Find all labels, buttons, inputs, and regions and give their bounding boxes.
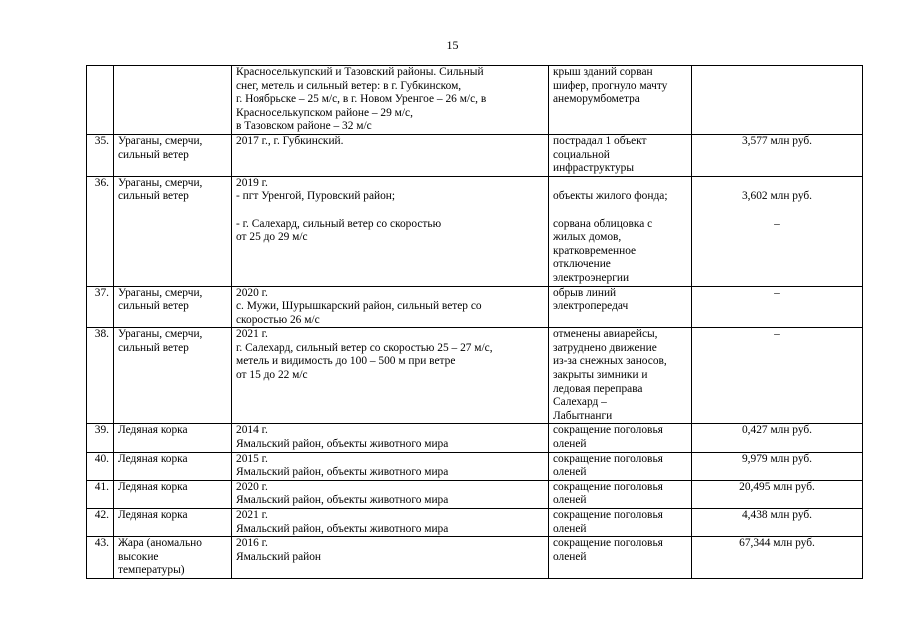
consequences-cell (549, 452, 692, 480)
row-number-cell: 35. (87, 134, 114, 176)
text-line: кратковременное (553, 244, 637, 257)
text-line: сильный ветер (118, 300, 189, 313)
text-line: крыш зданий сорван (553, 66, 653, 78)
text-line: Ямальский район, объекты животного мира (236, 522, 449, 535)
text-line: 2014 г. (236, 424, 268, 437)
text-line: с. Мужи, Шурышкарский район, сильный ветер со (236, 300, 482, 313)
text-line: 2020 г. (236, 480, 268, 493)
text-line: Ледяная корка (118, 452, 188, 465)
hazard-type-cell (114, 286, 232, 328)
text-line: закрыты зимники и (553, 369, 648, 382)
text-line: из-за снежных заносов, (553, 355, 667, 368)
damage-cell (692, 176, 863, 286)
text-line: сокращение поголовья (553, 509, 663, 521)
table-row (87, 134, 863, 176)
text-line: Ледяная корка (118, 480, 188, 493)
row-number-cell: 38. (87, 328, 114, 424)
row-number-cell: 40. (87, 452, 114, 480)
event-description-cell (232, 328, 549, 424)
text-line: Салехард – (553, 396, 607, 409)
text-line: Жара (аномально (118, 537, 202, 550)
text-line: 0,427 млн руб. (741, 424, 813, 437)
hazard-type-cell (114, 66, 232, 135)
table-row (87, 176, 863, 286)
consequences-cell (549, 66, 692, 135)
consequences-cell (549, 537, 692, 579)
text-line: шифер, прогнуло мачту (553, 79, 668, 92)
text-line: от 15 до 22 м/с (236, 369, 308, 382)
event-description-cell (232, 134, 549, 176)
text-line: оленей (553, 438, 587, 451)
text-line: 2019 г. (236, 176, 268, 189)
page-number: 15 (446, 38, 459, 52)
row-number-cell: 36. (87, 176, 114, 286)
text-line: 4,438 млн руб. (741, 509, 813, 521)
text-line: Красноселькупском районе – 29 м/с, (236, 106, 413, 119)
text-line: г. Ноябрьске – 25 м/с, в г. Новом Уренгое – 26 м/с, в (236, 93, 487, 106)
event-description-cell (232, 480, 549, 508)
blank-line (696, 204, 858, 218)
text-line: снег, метель и сильный ветер: в г. Губкинском, (236, 79, 462, 92)
damage-cell (692, 480, 863, 508)
text-line: Ледяная корка (118, 424, 188, 437)
table-row (87, 480, 863, 508)
blank-line (553, 177, 687, 191)
hazard-type-cell (114, 176, 232, 286)
text-line: инфраструктуры (553, 162, 634, 175)
text-line: 3,602 млн руб. (741, 190, 813, 203)
table-row (87, 424, 863, 452)
hazard-type-cell (114, 328, 232, 424)
text-line: сильный ветер (118, 190, 189, 203)
text-line: Ураганы, смерчи, (118, 286, 203, 299)
text-line: сильный ветер (118, 148, 189, 161)
text-line: высокие (118, 550, 159, 563)
event-description-cell (232, 66, 549, 135)
text-line: 2020 г. (236, 286, 268, 299)
text-line: Красноселькупский и Тазовский районы. Сильный (236, 66, 484, 78)
damage-cell (692, 537, 863, 579)
text-line: сорвана облицовка с (553, 217, 653, 230)
text-line: г. Салехард, сильный ветер со скоростью 25 – 27 м/с, (236, 341, 493, 354)
text-line: отключение (553, 258, 611, 271)
text-line: обрыв линий (553, 286, 617, 299)
text-line: анеморумбометра (553, 93, 640, 106)
text-line: Ураганы, смерчи, (118, 176, 203, 189)
text-line: сокращение поголовья (553, 452, 663, 465)
table-row (87, 452, 863, 480)
text-line: скоростью 26 м/с (236, 313, 320, 326)
text-line: Ямальский район (236, 550, 322, 563)
hazard-type-cell (114, 509, 232, 537)
damage-cell (692, 452, 863, 480)
text-line: Ураганы, смерчи, (118, 134, 203, 147)
blank-line (696, 177, 858, 191)
damage-cell (692, 66, 863, 135)
text-line: объекты жилого фонда; (553, 190, 668, 203)
text-line: – (774, 217, 780, 230)
row-number-cell: 43. (87, 537, 114, 579)
text-line: электроэнергии (553, 271, 630, 284)
text-line: оленей (553, 522, 587, 535)
text-line: оленей (553, 494, 587, 507)
consequences-cell (549, 424, 692, 452)
row-number-cell: 41. (87, 480, 114, 508)
event-description-cell (232, 176, 549, 286)
consequences-cell (549, 328, 692, 424)
damage-cell (692, 328, 863, 424)
consequences-cell (549, 509, 692, 537)
text-line: оленей (553, 466, 587, 479)
event-description-cell (232, 509, 549, 537)
table-row (87, 537, 863, 579)
text-line: социальной (553, 148, 610, 161)
text-line: в Тазовском районе – 32 м/с (236, 120, 372, 133)
text-line: 20,495 млн руб. (739, 480, 815, 493)
text-line: 2021 г. (236, 509, 268, 521)
text-line: - г. Салехард, сильный ветер со скоростью (236, 217, 442, 230)
table-row (87, 66, 863, 135)
text-line: жилых домов, (553, 231, 622, 244)
table-body (87, 66, 863, 579)
text-line: отменены авиарейсы, (553, 328, 658, 341)
text-line: электропередач (553, 300, 629, 313)
text-line: затруднено движение (553, 341, 657, 354)
text-line: Ураганы, смерчи, (118, 328, 203, 341)
text-line: ледовая переправа (553, 382, 643, 395)
text-line: сокращение поголовья (553, 424, 663, 437)
text-line: Ямальский район, объекты животного мира (236, 466, 449, 479)
event-description-cell (232, 424, 549, 452)
blank-line (553, 204, 687, 218)
hazard-type-cell (114, 537, 232, 579)
text-line: 2021 г. (236, 328, 268, 341)
text-line: - пгт Уренгой, Пуровский район; (236, 190, 396, 203)
hazard-type-cell (114, 134, 232, 176)
event-description-cell (232, 452, 549, 480)
text-line: сильный ветер (118, 341, 189, 354)
text-line: 2016 г. (236, 537, 268, 550)
text-line: – (774, 328, 780, 341)
text-line: 2017 г., г. Губкинский. (236, 134, 344, 147)
table-row (87, 509, 863, 537)
text-line: 67,344 млн руб. (739, 537, 815, 550)
event-description-cell (232, 286, 549, 328)
consequences-cell (549, 480, 692, 508)
damage-cell (692, 286, 863, 328)
consequences-cell (549, 176, 692, 286)
text-line: оленей (553, 550, 587, 563)
row-number-cell: 42. (87, 509, 114, 537)
text-line: – (774, 286, 780, 299)
consequences-cell (549, 134, 692, 176)
damage-cell (692, 134, 863, 176)
text-line: Ямальский район, объекты животного мира (236, 494, 449, 507)
table-row (87, 286, 863, 328)
text-line: пострадал 1 объект (553, 134, 647, 147)
text-line: 2015 г. (236, 452, 268, 465)
text-line: Ледяная корка (118, 509, 188, 521)
text-line: Ямальский район, объекты животного мира (236, 438, 449, 451)
table-row (87, 328, 863, 424)
text-line: 9,979 млн руб. (741, 452, 813, 465)
text-line: температуры) (118, 564, 185, 577)
hazard-events-table (86, 65, 863, 579)
row-number-cell (87, 66, 114, 135)
text-line: 3,577 млн руб. (741, 134, 813, 147)
text-line: сокращение поголовья (553, 537, 663, 550)
hazard-type-cell (114, 424, 232, 452)
text-line: Лабытнанги (553, 409, 613, 422)
event-description-cell (232, 537, 549, 579)
row-number-cell: 39. (87, 424, 114, 452)
damage-cell (692, 509, 863, 537)
consequences-cell (549, 286, 692, 328)
hazard-type-cell (114, 480, 232, 508)
text-line: сокращение поголовья (553, 480, 663, 493)
hazard-type-cell (114, 452, 232, 480)
row-number-cell: 37. (87, 286, 114, 328)
text-line: метель и видимость до 100 – 500 м при ветре (236, 355, 456, 368)
text-line: от 25 до 29 м/с (236, 231, 308, 244)
blank-line (236, 204, 544, 218)
damage-cell (692, 424, 863, 452)
